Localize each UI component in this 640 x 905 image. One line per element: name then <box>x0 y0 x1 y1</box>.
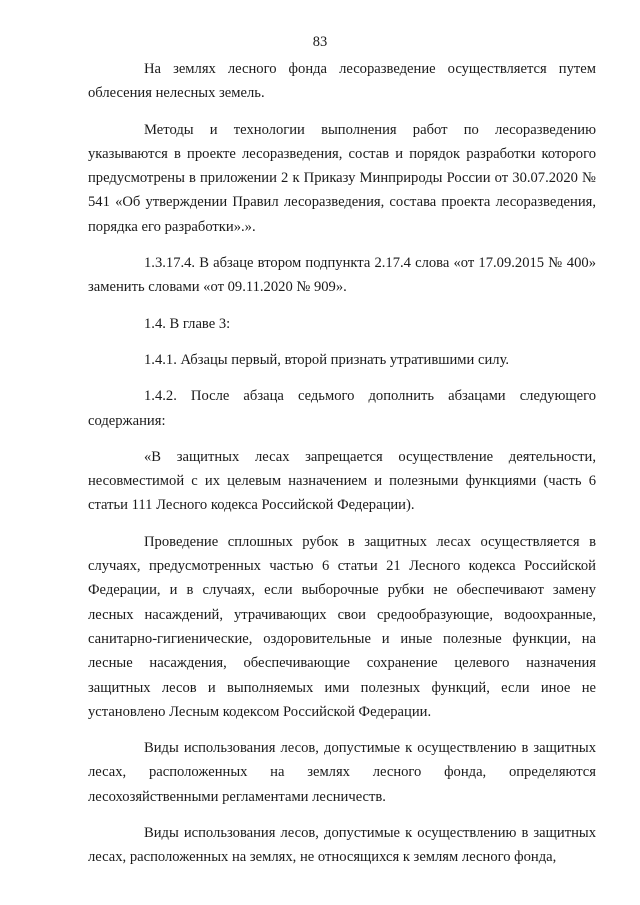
paragraph-forest-use-other-lands: Виды использования лесов, допустимые к осуществлению в защитных лесах, расположенных на землях, не относящихся к землям лесного фонда, <box>88 825 596 866</box>
document-body <box>88 57 596 870</box>
paragraph-clear-cutting: Проведение сплошных рубок в защитных лесах осуществляется в случаях, предусмотренных частью 6 статьи 21 Лесного кодекса Российской Федерации, и в случаях, если выборочные рубки не обеспечивают замену лесных насаждений, утрачивающих свои средообразующие, водоохранные, санитарно-гигиенические, оздоровительные и иные полезные функции, на лесные насаждения, обеспечивающие сохранение целевого назначения защитных лесов и выполняемых ими полезных функций, если иное не установлено Лесным кодексом Российской Федерации. <box>88 533 596 720</box>
paragraph-1-4: 1.4. В главе 3: <box>144 315 231 332</box>
paragraph-methods-technologies: Методы и технологии выполнения работ по лесоразведению указываются в проекте лесоразведения, состав и порядок разработки которого предусмотрены в приложении 2 к Приказу Минприроды России от 30.07.2020 № 541 «Об утверждении Правил лесоразведения, состава проекта лесоразведения, порядка его разработки».». <box>88 121 596 235</box>
paragraph-1-3-17-4: 1.3.17.4. В абзаце втором подпункта 2.17.4 слова «от 17.09.2015 № 400» заменить словами «от 09.11.2020 № 909». <box>88 255 596 296</box>
page-number: 83 <box>312 34 328 50</box>
paragraph-afforestation-method: На землях лесного фонда лесоразведение осуществляется путем облесения нелесных земель. <box>88 61 596 102</box>
paragraph-forest-use-forest-fund: Виды использования лесов, допустимые к осуществлению в защитных лесах, расположенных на землях лесного фонда, определяются лесохозяйственными регламентами лесничеств. <box>88 740 596 805</box>
paragraph-1-4-1: 1.4.1. Абзацы первый, второй признать утратившими силу. <box>144 351 510 368</box>
paragraph-1-4-2: 1.4.2. После абзаца седьмого дополнить абзацами следующего содержания: <box>88 388 596 429</box>
paragraph-protective-forests-prohibition: «В защитных лесах запрещается осуществление деятельности, несовместимой с их целевым назначением и полезными функциями (часть 6 статьи 111 Лесного кодекса Российской Федерации). <box>88 448 596 514</box>
